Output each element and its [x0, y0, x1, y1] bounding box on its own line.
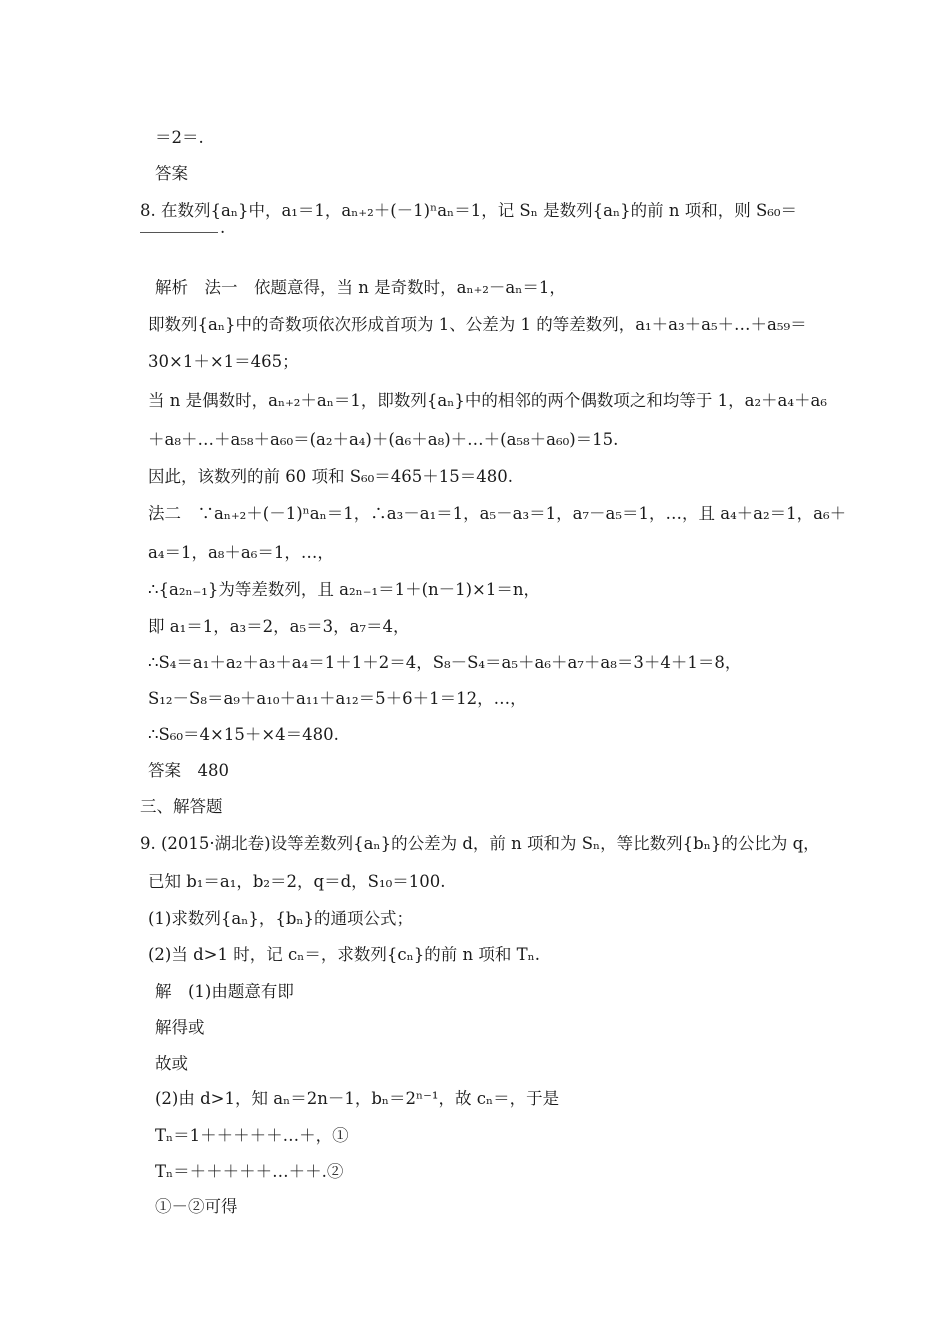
- text-line-12: ∴{a₂ₙ₋₁}为等差数列，且 a₂ₙ₋₁＝1＋(n－1)×1＝n，: [148, 580, 541, 599]
- text-line-25: 故或: [155, 1054, 188, 1073]
- text-line-15: S₁₂－S₈＝a₉＋a₁₀＋a₁₁＋a₁₂＝5＋6＋1＝12，…，: [148, 689, 527, 708]
- text-line-29: ①－②可得: [155, 1197, 238, 1216]
- text-line-10: 法二 ∵aₙ₊₂＋(－1)ⁿaₙ＝1，∴a₃－a₁＝1，a₅－a₃＝1，a₇－a₅＝1，…，且 a₄＋a₂＝1，a₆＋: [148, 504, 847, 523]
- answer-blank: [140, 232, 218, 233]
- text-line-28: Tₙ＝＋＋＋＋＋…＋＋.②: [155, 1162, 344, 1181]
- text-line-20: 已知 b₁＝a₁，b₂＝2，q＝d，S₁₀＝100.: [148, 872, 446, 891]
- answer-480: 答案 480: [148, 761, 229, 780]
- text-line-1: ＝2＝.: [155, 128, 204, 147]
- text-line-7: 当 n 是偶数时，aₙ₊₂＋aₙ＝1，即数列{aₙ}中的相邻的两个偶数项之和均等于 1，a₂＋a₄＋a₆: [148, 391, 827, 410]
- text-line-11: a₄＝1，a₈＋a₆＝1，…，: [148, 543, 334, 562]
- text-line-5: 即数列{aₙ}中的奇数项依次形成首项为 1、公差为 1 的等差数列，a₁＋a₃＋a₅＋…＋a₅₉＝: [148, 315, 807, 334]
- answer-blank-period: .: [220, 218, 226, 237]
- text-line-8: ＋a₈＋…＋a₅₈＋a₆₀＝(a₂＋a₄)＋(a₆＋a₈)＋…＋(a₅₈＋a₆₀)＝15.: [148, 430, 619, 449]
- problem-9-question: 9. (2015·湖北卷)设等差数列{aₙ}的公差为 d，前 n 项和为 Sₙ，等比数列{bₙ}的公比为 q，: [140, 834, 820, 853]
- section-heading: 三、解答题: [140, 797, 223, 816]
- text-line-22: (2)当 d>1 时，记 cₙ＝，求数列{cₙ}的前 n 项和 Tₙ.: [148, 945, 540, 964]
- text-line-27: Tₙ＝1＋＋＋＋＋…＋，①: [155, 1126, 349, 1145]
- text-line-24: 解得或: [155, 1018, 205, 1037]
- text-line-16: ∴S₆₀＝4×15＋×4＝480.: [148, 725, 339, 744]
- text-line-13: 即 a₁＝1，a₃＝2，a₅＝3，a₇＝4，: [148, 617, 410, 636]
- text-line-23: 解 (1)由题意有即: [155, 982, 294, 1001]
- text-line-21: (1)求数列{aₙ}，{bₙ}的通项公式；: [148, 909, 414, 928]
- text-line-4: 解析 法一 依题意得，当 n 是奇数时，aₙ₊₂－aₙ＝1，: [155, 278, 566, 297]
- text-line-14: ∴S₄＝a₁＋a₂＋a₃＋a₄＝1＋1＋2＝4，S₈－S₄＝a₅＋a₆＋a₇＋a₈＝3＋4＋1＝8，: [148, 653, 742, 672]
- text-line-6: 30×1＋×1＝465；: [148, 352, 299, 371]
- text-line-9: 因此，该数列的前 60 项和 S₆₀＝465＋15＝480.: [148, 467, 513, 486]
- problem-8-question: 8. 在数列{aₙ}中，a₁＝1，aₙ₊₂＋(－1)ⁿaₙ＝1，记 Sₙ 是数列{aₙ}的前 n 项和，则 S₆₀＝: [140, 201, 797, 220]
- text-line-26: (2)由 d>1，知 aₙ＝2n－1，bₙ＝2ⁿ⁻¹，故 cₙ＝，于是: [155, 1089, 560, 1108]
- text-line-2: 答案: [155, 164, 188, 183]
